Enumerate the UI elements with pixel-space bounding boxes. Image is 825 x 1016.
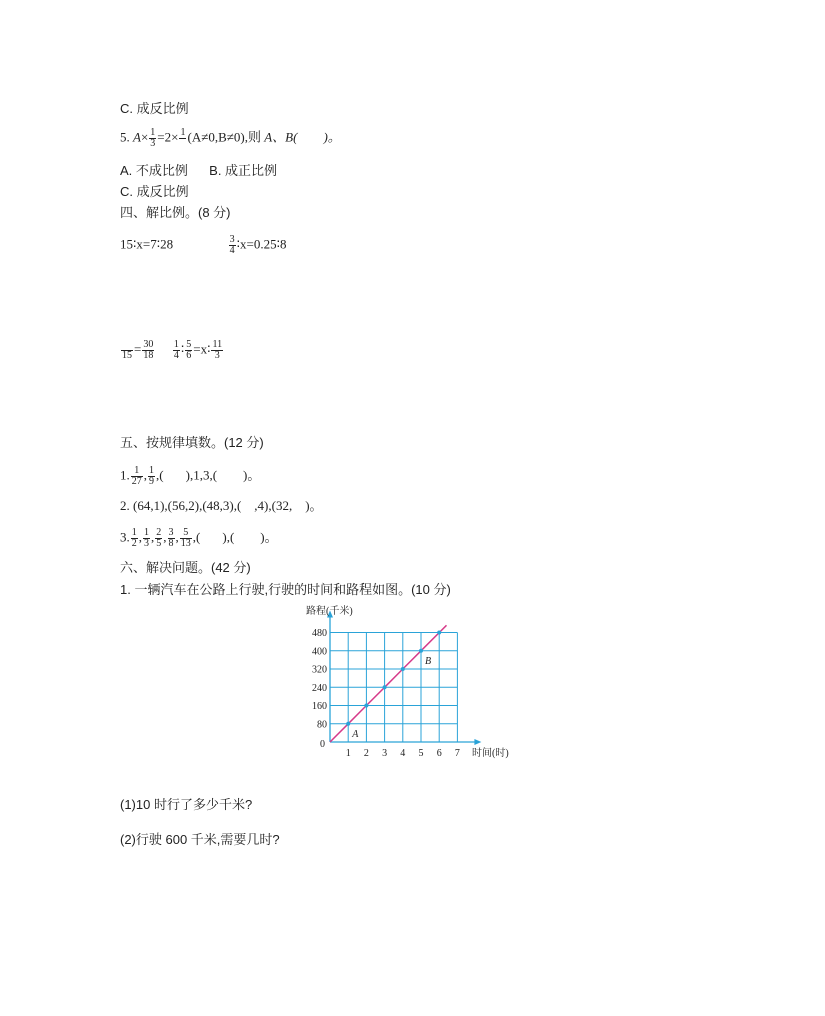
fraction: $\frac{11}{3}$ xyxy=(212,339,223,361)
sub-question-2: (2)行驶 600 千米,需要几时? xyxy=(120,832,280,847)
chart-points xyxy=(351,656,431,740)
fraction: $\frac{1}{4}$ xyxy=(173,339,179,361)
series-point xyxy=(364,704,368,708)
series-point xyxy=(346,722,350,726)
y-axis-label: 路程(千米) xyxy=(306,606,353,617)
series-point xyxy=(383,685,387,689)
option-b: B. 成正比例 xyxy=(209,163,278,178)
x-tick-label: 3 xyxy=(382,748,388,759)
chart-grid xyxy=(330,633,457,742)
fraction: $\frac{3}{4}$ xyxy=(229,234,235,256)
x-tick-label: 4 xyxy=(400,748,406,759)
fraction: $\frac{2}{5}$ xyxy=(156,527,162,549)
y-tick-label: 80 xyxy=(317,719,327,731)
series-point xyxy=(437,631,441,635)
problem-1: 1. 一辆汽车在公路上行驶,行驶的时间和路程如图。(10 分) xyxy=(120,582,451,597)
fraction: $\frac{1}{2}$ xyxy=(131,527,137,549)
fraction: 1 xyxy=(180,127,186,138)
fraction: $\frac{1}{9}$ xyxy=(149,465,154,487)
sub-question-1: (1)10 时行了多少千米? xyxy=(120,797,253,812)
point-label-a: A xyxy=(352,728,359,740)
prev-option-c: C. 成反比例 xyxy=(120,101,189,116)
pattern-q3: 3. $\frac{1}{2}$ , $\frac{1}{3}$ , $\frac{2}{5}$ , $\frac{3}{8}$ , $\frac{5}{13}$ ,( ),( )。 xyxy=(120,527,278,549)
series-point xyxy=(419,649,423,653)
fraction: $\frac{1}{3}$ xyxy=(144,527,149,549)
option-c: C. 成反比例 xyxy=(120,184,189,199)
fraction: $\frac{5}{6}$ xyxy=(186,339,192,361)
chart-tick-labels xyxy=(312,628,460,759)
proportion-row-1 xyxy=(120,235,286,256)
x-axis-label: 时间(时) xyxy=(472,748,509,759)
point-label-b: B xyxy=(425,655,432,667)
fraction: $\frac{1}{3}$ xyxy=(150,127,156,149)
chart-axes xyxy=(327,611,481,745)
fraction: $\frac{30}{18}$ xyxy=(143,339,154,361)
equation-2: ∶x=0.25∶8 xyxy=(236,236,287,252)
x-tick-label: 2 xyxy=(363,748,369,759)
option-a: A. 不成比例 xyxy=(120,163,188,178)
pattern-q1: 1. $\frac{1}{27}$ , $\frac{1}{9}$ ,( ),1,3,( )。 xyxy=(120,465,261,487)
fraction: $\frac{1}{27}$ xyxy=(131,465,142,487)
section-5-title: 五、按规律填数。(12 分) xyxy=(120,435,264,450)
section-4-title: 四、解比例。(8 分) xyxy=(120,205,231,220)
section-6-title: 六、解决问题。(42 分) xyxy=(120,560,251,575)
fraction: $\frac{5}{13}$ xyxy=(180,527,191,549)
proportion-row-2: 15 = $\frac{30}{18}$ $\frac{1}{4}$ ∶ $\frac{5}{6}$ =x∶ $\frac{11}{3}$ xyxy=(122,339,223,361)
x-tick-label: 6 xyxy=(436,748,442,759)
y-tick-label: 480 xyxy=(312,628,327,640)
x-tick-label: 1 xyxy=(345,748,351,759)
q5-options-ab xyxy=(120,163,277,179)
pattern-q2: 2. (64,1),(56,2),(48,3),( ,4),(32, )。 xyxy=(120,498,323,513)
time-distance-chart xyxy=(290,600,530,765)
chart-series xyxy=(330,625,447,742)
equation-1: 15∶x=7∶28 xyxy=(120,236,174,252)
x-tick-label: 5 xyxy=(418,748,424,759)
fraction: 15 xyxy=(121,340,133,361)
y-tick-label: 320 xyxy=(312,664,327,676)
origin-label: 0 xyxy=(320,739,325,750)
series-point xyxy=(401,667,405,671)
fraction: $\frac{3}{8}$ xyxy=(168,527,174,549)
question-5: 5. A× $\frac{1}{3}$ =2× 1 (A≠0,B≠0),则 A、B( )。 xyxy=(120,127,341,149)
y-tick-label: 400 xyxy=(312,646,327,658)
y-tick-label: 160 xyxy=(312,701,327,713)
y-tick-label: 240 xyxy=(312,682,327,694)
x-axis-arrow-icon xyxy=(474,739,481,745)
x-tick-label: 7 xyxy=(454,748,460,759)
